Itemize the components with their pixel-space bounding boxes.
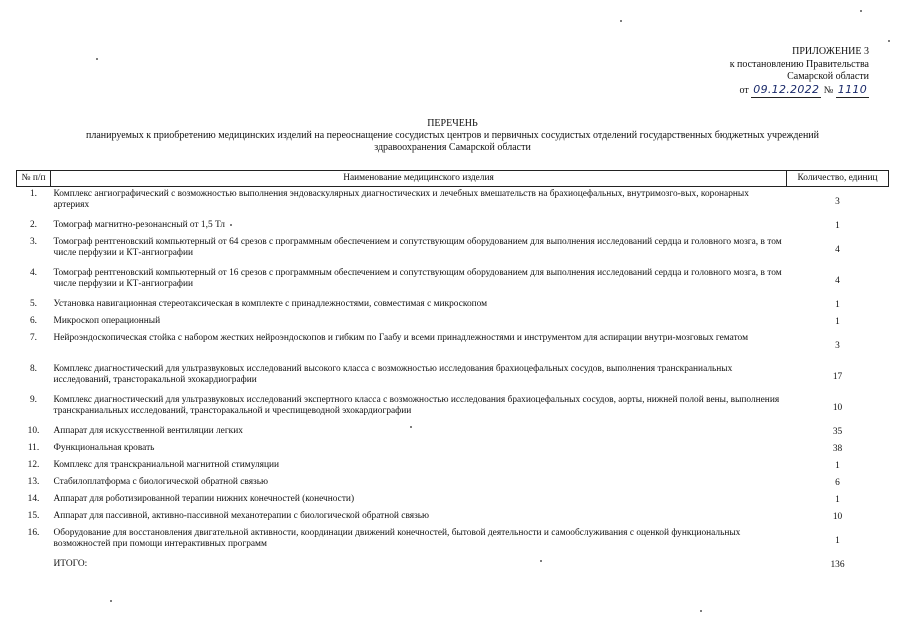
row-quantity: 1 [835, 494, 840, 505]
row-quantity: 3 [835, 196, 840, 207]
table-row [17, 218, 889, 235]
header-qty: Количество, единиц [787, 171, 889, 187]
row-number: 13. [27, 476, 40, 487]
row-name: Установка навигационная стереотаксическая в комплекте с принадлежностями, совместимая с микроскопом [53, 298, 488, 309]
table-row [17, 475, 889, 492]
handwritten-date: 09.12.2022 [753, 82, 820, 96]
row-name: Аппарат для пассивной, активно-пассивной механотерапии с биологической обратной связью [53, 510, 430, 521]
header-name: Наименование медицинского изделия [51, 171, 787, 187]
table-row [17, 526, 889, 557]
row-name: Аппарат для роботизированной терапии нижних конечностей (конечности) [53, 493, 355, 504]
devices-table [16, 170, 889, 574]
row-quantity: 35 [832, 426, 843, 437]
row-quantity: 1 [835, 299, 840, 310]
appendix-line2: к постановлению Правительства [729, 58, 869, 70]
table-row [17, 441, 889, 458]
table-header-row [17, 171, 889, 187]
row-quantity: 4 [835, 244, 840, 255]
appendix-title: ПРИЛОЖЕНИЕ 3 [792, 46, 869, 57]
table-row [17, 362, 889, 393]
row-name: Оборудование для восстановления двигательной активности, координации движений конечностей, бытовой деятельности и самообслуживания с оценкой функциональных возможностей при помощи интерактивных программ [53, 527, 741, 549]
table-row [17, 509, 889, 526]
row-name: Комплекс диагностический для ультразвуковых исследований высокого класса с возможностью исследования брахиоцефальных сосудов, выполнения транскраниальных исследований, трансторакальной эхокардиографии [53, 363, 733, 385]
appendix-block [730, 46, 869, 98]
title-subtitle: планируемых к приобретению медицинских изделий на переоснащение сосудистых центров и первичных сосудистых отделений государственных бюджетных учреждений здравоохранения Самарской области [85, 130, 819, 153]
row-name: Стабилоплатформа с биологической обратной связью [53, 476, 269, 487]
row-quantity: 3 [835, 340, 840, 351]
total-row [17, 557, 889, 574]
row-quantity: 4 [835, 275, 840, 286]
row-name: Микроскоп операционный [53, 315, 161, 326]
row-number: 3. [29, 236, 38, 247]
row-name: Функциональная кровать [53, 442, 155, 453]
table-row [17, 187, 889, 218]
title-heading: ПЕРЕЧЕНЬ [427, 118, 478, 129]
table-row [17, 458, 889, 475]
table-row [17, 331, 889, 362]
total-label: ИТОГО: [53, 558, 88, 569]
number-prefix: № [823, 84, 834, 96]
total-empty-cell [17, 557, 51, 574]
row-quantity: 1 [835, 220, 840, 231]
appendix-line3: Самарской области [787, 71, 869, 82]
table-row [17, 393, 889, 424]
table-row [17, 314, 889, 331]
total-quantity: 136 [830, 559, 845, 570]
row-name: Томограф рентгеновский компьютерный от 16 срезов с программным обеспечением и сопутствующим оборудованием для выполнения исследований сердца и головного мозга, в том числе перфузии и КТ-ангиографии [53, 267, 782, 289]
row-name: Аппарат для искусственной вентиляции легких [53, 425, 243, 436]
row-name: Нейроэндоскопическая стойка с набором жестких нейроэндоскопов и гибким по Гаабу и всеми принадлежностями и инструментом для аспирации внутри-мозговых гематом [53, 332, 748, 343]
row-number: 14. [27, 493, 40, 504]
row-quantity: 10 [832, 511, 843, 522]
row-number: 8. [29, 363, 38, 374]
row-number: 5. [29, 298, 38, 309]
row-number: 9. [29, 394, 38, 405]
row-name: Комплекс ангиографический с возможностью выполнения эндоваскулярных диагностических и лечебных вмешательств на брахиоцефальных, внутримозго-вых, коронарных артериях [53, 189, 749, 210]
document-title [0, 118, 905, 154]
row-number: 16. [27, 527, 40, 538]
row-number: 12. [27, 459, 40, 470]
row-number: 15. [27, 510, 40, 521]
table-row [17, 424, 889, 441]
row-number: 4. [29, 267, 38, 278]
handwritten-number: 1110 [837, 82, 867, 96]
table-row [17, 235, 889, 266]
date-prefix: от [739, 84, 749, 96]
row-quantity: 6 [835, 477, 840, 488]
appendix-date-line [730, 84, 869, 99]
table-row [17, 266, 889, 297]
row-number: 7. [29, 332, 38, 343]
row-number: 2. [29, 219, 38, 230]
row-quantity: 17 [832, 371, 843, 382]
row-number: 6. [29, 315, 38, 326]
row-number: 11. [27, 442, 40, 453]
row-name: Комплекс для транскраниальной магнитной стимуляции [53, 459, 280, 470]
table-row [17, 297, 889, 314]
row-quantity: 1 [835, 460, 840, 471]
row-quantity: 1 [835, 316, 840, 327]
row-number: 1. [29, 189, 38, 199]
row-name: Томограф магнитно-резонансный от 1,5 Тл [53, 219, 225, 230]
table-row [17, 492, 889, 509]
row-number: 10. [27, 425, 40, 436]
row-name: Томограф рентгеновский компьютерный от 64 срезов с программным обеспечением и сопутствующим оборудованием для выполнения исследований сердца и головного мозга, в том числе перфузии и КТ-ангиографии [53, 236, 782, 258]
row-quantity: 38 [832, 443, 843, 454]
row-quantity: 10 [832, 402, 843, 413]
row-quantity: 1 [835, 535, 840, 546]
table-body [17, 187, 889, 574]
row-name: Комплекс диагностический для ультразвуковых исследований экспертного класса с возможностью исследования брахиоцефальных сосудов, аорты, нижней полой вены, выполнения транскраниальных исследований, трансторакальной и чреспищеводной эхокардиографии [53, 394, 780, 416]
header-num: № п/п [17, 171, 51, 187]
